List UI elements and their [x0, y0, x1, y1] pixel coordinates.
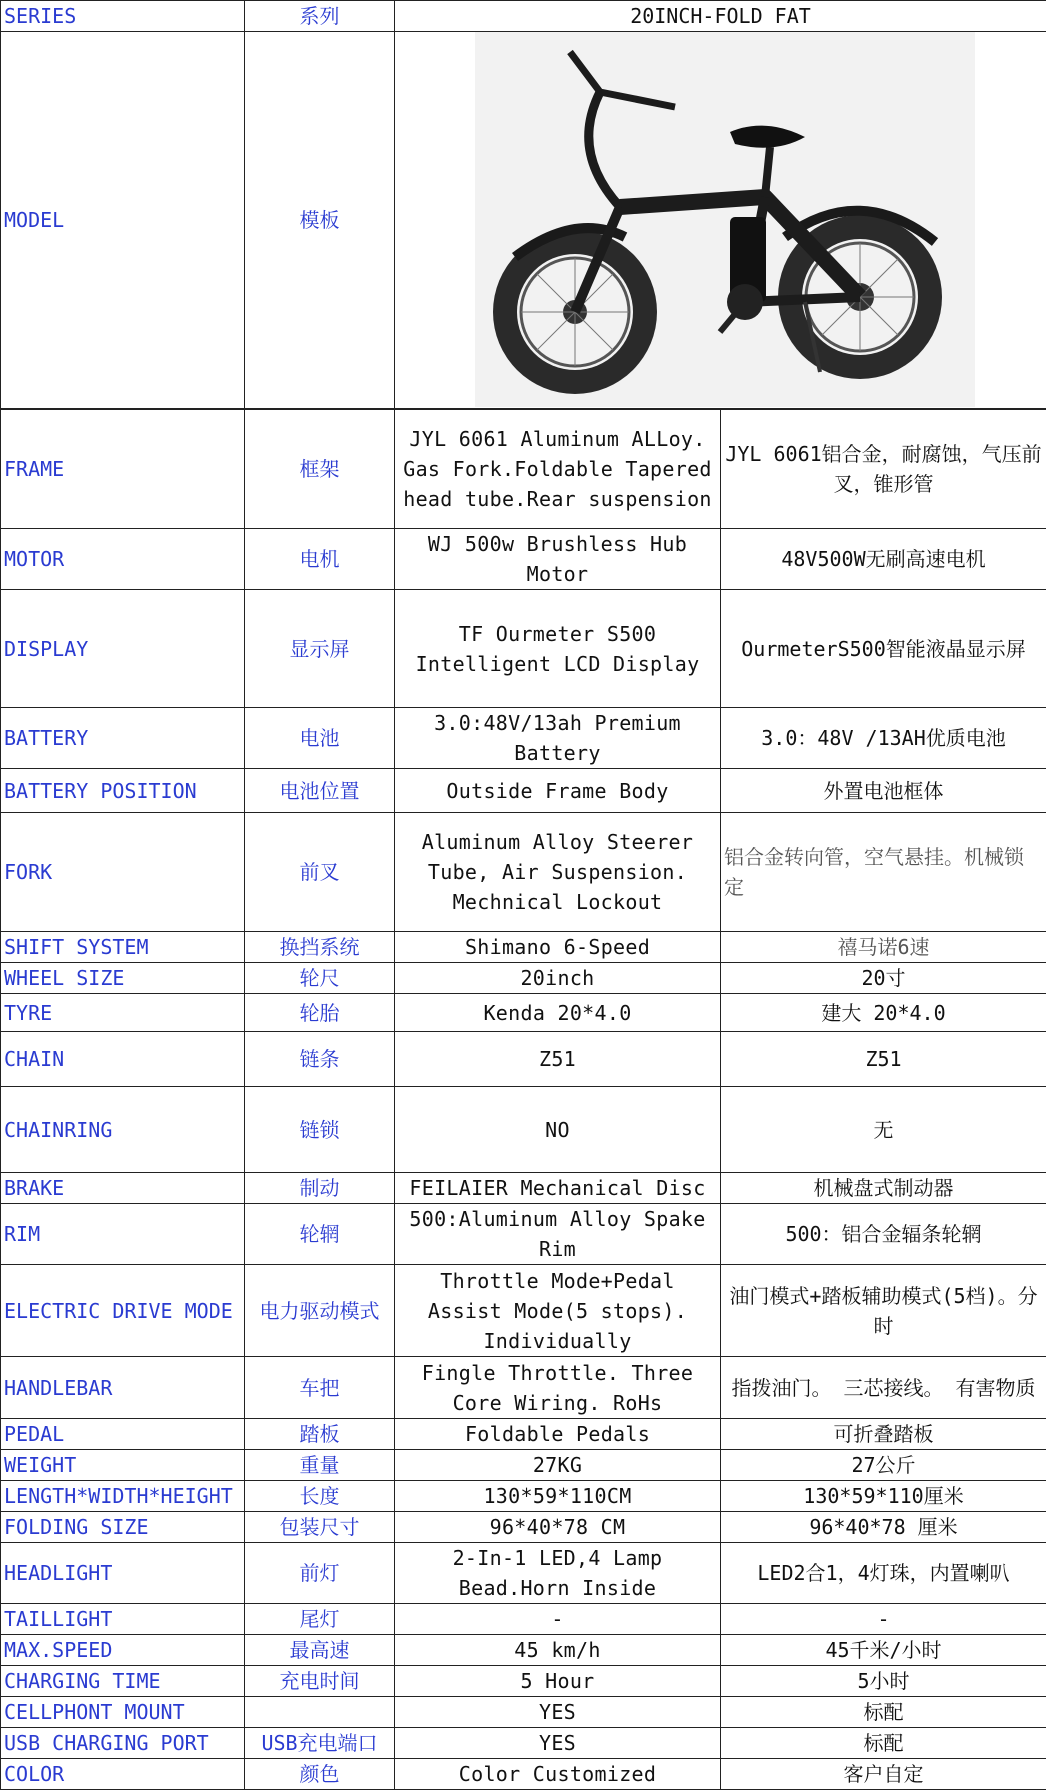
spec-cn-key: 制动 [245, 1173, 395, 1204]
spec-row [1, 1450, 1046, 1481]
spec-value-en: TF Ourmeter S500 Intelligent LCD Display [395, 590, 721, 708]
spec-row [1, 708, 1046, 769]
spec-value-zh: 20寸 [721, 963, 1046, 994]
spec-key: DISPLAY [1, 590, 245, 708]
spec-cn-key: 重量 [245, 1450, 395, 1481]
spec-key: LENGTH*WIDTH*HEIGHT [1, 1481, 245, 1512]
spec-cn-key: 电池位置 [245, 769, 395, 813]
model-image-cell [395, 32, 1046, 409]
spec-key: CHARGING TIME [1, 1666, 245, 1697]
spec-row [1, 1759, 1046, 1790]
spec-value-en: 2-In-1 LED,4 Lamp Bead.Horn Inside [395, 1543, 721, 1604]
spec-key: CELLPHONT MOUNT [1, 1697, 245, 1728]
spec-value-zh: LED2合1，4灯珠，内置喇叭 [721, 1543, 1046, 1604]
spec-value-zh: 铝合金转向管，空气悬挂。机械锁定 [721, 813, 1046, 932]
model-cn-label: 模板 [245, 32, 395, 409]
spec-value-en: JYL 6061 Aluminum ALLoy. Gas Fork.Foldable Tapered head tube.Rear suspension [395, 410, 721, 529]
spec-value-en: 20inch [395, 963, 721, 994]
spec-value-en: Shimano 6-Speed [395, 932, 721, 963]
spec-value-en: Kenda 20*4.0 [395, 994, 721, 1032]
spec-value-zh: 外置电池框体 [721, 769, 1046, 813]
spec-cn-key: 最高速 [245, 1635, 395, 1666]
spec-value-zh: 禧马诺6速 [721, 932, 1046, 963]
spec-cn-key: 电机 [245, 529, 395, 590]
spec-row [1, 1604, 1046, 1635]
series-cn-label: 系列 [245, 1, 395, 32]
spec-cn-key: 显示屏 [245, 590, 395, 708]
spec-cn-key [245, 1697, 395, 1728]
spec-value-zh: 130*59*110厘米 [721, 1481, 1046, 1512]
spec-value-zh: 客户自定 [721, 1759, 1046, 1790]
spec-cn-key: 颜色 [245, 1759, 395, 1790]
spec-cn-key: 充电时间 [245, 1666, 395, 1697]
spec-value-en: Throttle Mode+Pedal Assist Mode(5 stops). Individually [395, 1265, 721, 1357]
spec-key: BRAKE [1, 1173, 245, 1204]
spec-key: CHAIN [1, 1032, 245, 1087]
spec-value-zh: 标配 [721, 1697, 1046, 1728]
spec-row [1, 1032, 1046, 1087]
spec-row [1, 963, 1046, 994]
spec-value-zh: 96*40*78 厘米 [721, 1512, 1046, 1543]
spec-value-zh: 500：铝合金辐条轮辋 [721, 1204, 1046, 1265]
spec-key: FORK [1, 813, 245, 932]
spec-row [1, 1204, 1046, 1265]
spec-row [1, 932, 1046, 963]
spec-value-zh: 48V500W无刷高速电机 [721, 529, 1046, 590]
spec-rows [0, 409, 1046, 1790]
spec-value-zh: Z51 [721, 1032, 1046, 1087]
spec-row [1, 1728, 1046, 1759]
spec-cn-key: 前叉 [245, 813, 395, 932]
spec-key: MOTOR [1, 529, 245, 590]
spec-value-en: 130*59*110CM [395, 1481, 721, 1512]
spec-key: TAILLIGHT [1, 1604, 245, 1635]
spec-row [1, 1697, 1046, 1728]
spec-cn-key: 框架 [245, 410, 395, 529]
spec-value-en: WJ 500w Brushless Hub Motor [395, 529, 721, 590]
spec-cn-key: 轮辋 [245, 1204, 395, 1265]
spec-key: BATTERY POSITION [1, 769, 245, 813]
model-label: MODEL [1, 32, 245, 409]
series-label: SERIES [1, 1, 245, 32]
spec-key: BATTERY [1, 708, 245, 769]
spec-value-zh: 45千米/小时 [721, 1635, 1046, 1666]
spec-value-en: 500:Aluminum Alloy Spake Rim [395, 1204, 721, 1265]
spec-cn-key: 链锁 [245, 1087, 395, 1173]
spec-cn-key: USB充电端口 [245, 1728, 395, 1759]
spec-row [1, 769, 1046, 813]
spec-value-zh: 指拨油门。 三芯接线。 有害物质 [721, 1357, 1046, 1419]
spec-key: WEIGHT [1, 1450, 245, 1481]
spec-value-en: Fingle Throttle. Three Core Wiring. RoHs [395, 1357, 721, 1419]
spec-row [1, 994, 1046, 1032]
ebike-photo [475, 32, 975, 407]
spec-key: RIM [1, 1204, 245, 1265]
spec-key: FOLDING SIZE [1, 1512, 245, 1543]
spec-cn-key: 轮尺 [245, 963, 395, 994]
spec-key: HEADLIGHT [1, 1543, 245, 1604]
spec-row [1, 1635, 1046, 1666]
spec-cn-key: 前灯 [245, 1543, 395, 1604]
spec-value-en: Outside Frame Body [395, 769, 721, 813]
spec-value-zh: 无 [721, 1087, 1046, 1173]
series-value: 20INCH-FOLD FAT [395, 1, 1046, 32]
spec-value-en: Foldable Pedals [395, 1419, 721, 1450]
spec-value-zh: 5小时 [721, 1666, 1046, 1697]
spec-key: MAX.SPEED [1, 1635, 245, 1666]
spec-row [1, 1419, 1046, 1450]
spec-row [1, 1087, 1046, 1173]
spec-value-en: Color Customized [395, 1759, 721, 1790]
spec-cn-key: 电力驱动模式 [245, 1265, 395, 1357]
row-model [1, 32, 1046, 409]
spec-key: HANDLEBAR [1, 1357, 245, 1419]
spec-row [1, 1173, 1046, 1204]
spec-row [1, 1543, 1046, 1604]
spec-row [1, 529, 1046, 590]
spec-value-en: - [395, 1604, 721, 1635]
spec-value-zh: OurmeterS500智能液晶显示屏 [721, 590, 1046, 708]
spec-row [1, 1666, 1046, 1697]
spec-value-zh: 机械盘式制动器 [721, 1173, 1046, 1204]
spec-cn-key: 链条 [245, 1032, 395, 1087]
spec-key: WHEEL SIZE [1, 963, 245, 994]
spec-key: PEDAL [1, 1419, 245, 1450]
spec-key: USB CHARGING PORT [1, 1728, 245, 1759]
spec-cn-key: 尾灯 [245, 1604, 395, 1635]
spec-row [1, 590, 1046, 708]
spec-value-zh: 建大 20*4.0 [721, 994, 1046, 1032]
spec-value-en: 45 km/h [395, 1635, 721, 1666]
spec-value-en: 3.0:48V/13ah Premium Battery [395, 708, 721, 769]
row-series [1, 1, 1046, 32]
spec-row [1, 1512, 1046, 1543]
bike-icon [475, 32, 975, 407]
spec-value-en: NO [395, 1087, 721, 1173]
spec-value-en: 96*40*78 CM [395, 1512, 721, 1543]
spec-row [1, 813, 1046, 932]
spec-value-zh: JYL 6061铝合金，耐腐蚀，气压前叉，锥形管 [721, 410, 1046, 529]
spec-row [1, 1357, 1046, 1419]
spec-value-en: 27KG [395, 1450, 721, 1481]
spec-value-en: YES [395, 1728, 721, 1759]
spec-row [1, 1265, 1046, 1357]
spec-value-en: FEILAIER Mechanical Disc [395, 1173, 721, 1204]
spec-value-zh: 标配 [721, 1728, 1046, 1759]
spec-value-en: YES [395, 1697, 721, 1728]
spec-cn-key: 轮胎 [245, 994, 395, 1032]
spec-table [0, 0, 1046, 409]
spec-key: SHIFT SYSTEM [1, 932, 245, 963]
spec-value-en: Z51 [395, 1032, 721, 1087]
spec-row [1, 410, 1046, 529]
spec-value-zh: 27公斤 [721, 1450, 1046, 1481]
spec-cn-key: 车把 [245, 1357, 395, 1419]
spec-key: COLOR [1, 1759, 245, 1790]
spec-value-zh: 可折叠踏板 [721, 1419, 1046, 1450]
spec-value-en: Aluminum Alloy Steerer Tube, Air Suspension. Mechnical Lockout [395, 813, 721, 932]
spec-key: CHAINRING [1, 1087, 245, 1173]
spec-row [1, 1481, 1046, 1512]
spec-key: ELECTRIC DRIVE MODE [1, 1265, 245, 1357]
spec-cn-key: 长度 [245, 1481, 395, 1512]
spec-key: TYRE [1, 994, 245, 1032]
spec-cn-key: 包装尺寸 [245, 1512, 395, 1543]
spec-key: FRAME [1, 410, 245, 529]
spec-cn-key: 电池 [245, 708, 395, 769]
spec-value-zh: - [721, 1604, 1046, 1635]
spec-value-en: 5 Hour [395, 1666, 721, 1697]
spec-value-zh: 3.0：48V /13AH优质电池 [721, 708, 1046, 769]
spec-cn-key: 换挡系统 [245, 932, 395, 963]
spec-value-zh: 油门模式+踏板辅助模式(5档)。分时 [721, 1265, 1046, 1357]
spec-cn-key: 踏板 [245, 1419, 395, 1450]
